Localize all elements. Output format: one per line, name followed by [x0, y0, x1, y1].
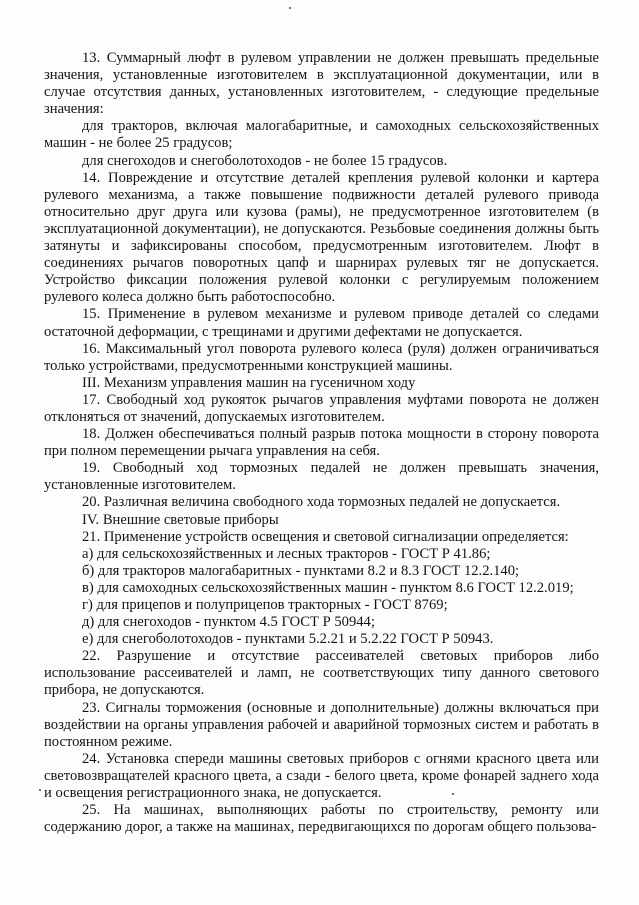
list-item-a: а) для сельскохозяйственных и лесных тракторов - ГОСТ Р 41.86;: [82, 545, 491, 562]
paragraph-13-tractors: для тракторов, включая малогабаритные, и самоходных сельскохозяйственных машин - не более 25 градусов;: [44, 118, 599, 152]
list-item-v: в) для самоходных сельскохозяйственных машин - пунктом 8.6 ГОСТ 12.2.019;: [82, 579, 574, 596]
paragraph-15: 15. Применение в рулевом механизме и рулевом приводе деталей со следами остаточной деформации, с трещинами и другими дефектами не допускается.: [44, 306, 599, 340]
list-item-g: г) для прицепов и полуприцепов тракторных - ГОСТ 8769;: [82, 597, 448, 613]
paragraph-24: 24. Установка спереди машины световых приборов с огнями красного цвета или световозвращателей красного цвета, а сзади - белого цвета, кроме фонарей заднего хода и освещения регистрационного знака, не допускается.: [44, 750, 599, 802]
list-item-e: е) для снегоболотоходов - пунктами 5.2.21 и 5.2.22 ГОСТ Р 50943.: [82, 631, 494, 648]
list-item-d: д) для снегоходов - пунктом 4.5 ГОСТ Р 50944;: [82, 614, 375, 631]
scan-speck: [289, 7, 291, 9]
section-heading-3: III. Механизм управления машин на гусеничном ходу: [82, 374, 416, 391]
paragraph-13-snowmobiles: для снегоходов и снегоболотоходов - не более 15 градусов.: [82, 152, 448, 169]
document-body: [44, 50, 599, 836]
list-item-b: б) для тракторов малогабаритных - пунктами 8.2 и 8.3 ГОСТ 12.2.140;: [82, 562, 520, 579]
paragraph-19: 19. Свободный ход тормозных педалей не должен превышать значения, установленные изготовителем.: [44, 460, 599, 494]
paragraph-23: 23. Сигналы торможения (основные и дополнительные) должны включаться при воздействии на органы управления рабочей и аварийной тормозных систем и работать в постоянном режиме.: [44, 699, 599, 750]
section-heading-4: IV. Внешние световые приборы: [82, 511, 279, 528]
paragraph-21: 21. Применение устройств освещения и световой сигнализации определяется:: [82, 528, 569, 545]
paragraph-22: 22. Разрушение и отсутствие рассеивателей световых приборов либо использование рассеивателей и ламп, не соответствующих типу данного светового прибора, не допускаются.: [44, 648, 599, 699]
paragraph-17: 17. Свободный ход рукояток рычагов управления муфтами поворота не должен отклоняться от значений, допускаемых изготовителем.: [44, 391, 599, 425]
paragraph-16: 16. Максимальный угол поворота рулевого колеса (руля) должен ограничиваться только устройствами, предусмотренными конструкцией машины.: [44, 340, 599, 374]
paragraph-14: 14. Повреждение и отсутствие деталей крепления рулевой колонки и картера рулевого механизма, а также повышение подвижности деталей рулевого привода относительно друг друга или кузова (рамы), не предусмотренное изготовителем (в эксплуатационной документации), не допускаются. Резьбовые соединения должны быть затянуты и зафиксированы способом, предусмотренным изготовителем. Люфт в соединениях рычагов поворотных цапф и шарнирах рулевых тяг не допускается. Устройство фиксации положения рулевой колонки с регулируемым положением рулевого колеса должно быть работоспособно.: [44, 169, 599, 306]
paragraph-20: 20. Различная величина свободного хода тормозных педалей не допускается.: [82, 494, 561, 511]
scan-speck: [39, 789, 41, 791]
paragraph-13: 13. Суммарный люфт в рулевом управлении не должен превышать предельные значения, установленные изготовителем в эксплуатационной документации, или в случае отсутствия данных, установленных изготовителем, - следующие предельные значения:: [44, 50, 599, 118]
paragraph-25: 25. На машинах, выполняющих работы по строительству, ремонту или содержанию дорог, а также на машинах, передвигающихся по дорогам общего пользова-: [44, 802, 599, 836]
paragraph-18: 18. Должен обеспечиваться полный разрыв потока мощности в сторону поворота при полном перемещении рычага управления на себя.: [44, 426, 599, 460]
